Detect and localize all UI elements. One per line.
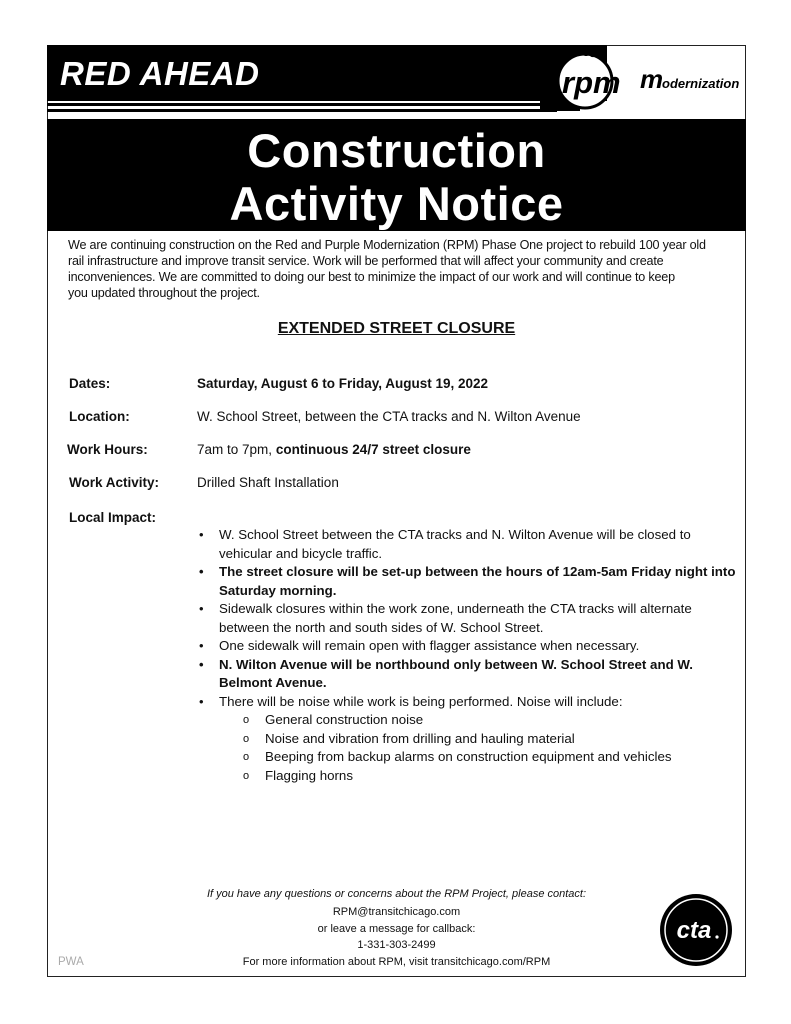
contact-phone: 1-331-303-2499 [357, 939, 436, 951]
list-item [219, 526, 764, 563]
impact-text: • Sidewalk closures within the work zone, underneath the CTA tracks will alternate [219, 601, 692, 616]
impact-text: • N. Wilton Avenue will be northbound only between W. School Street and W. [219, 656, 693, 672]
impact-text: • There will be noise while work is being performed. Noise will include: [219, 693, 623, 709]
header-stripe-2 [47, 109, 557, 112]
notice-heading: EXTENDED STREET CLOSURE [277, 320, 516, 337]
footer-tag: PWA [58, 956, 84, 968]
list-item [219, 637, 764, 656]
svg-text:m: m [640, 64, 664, 94]
impact-list [197, 526, 764, 785]
contact-email[interactable]: RPM@transitchicago.com [332, 906, 461, 918]
noise-item: o General construction noise [265, 711, 764, 730]
work-hours-closure: continuous 24/7 street closure [275, 442, 471, 457]
contact-callback: or leave a message for callback: [317, 923, 476, 935]
work-hours-time: 7am to 7pm, [197, 442, 273, 457]
rpm-modernization-logo [540, 45, 740, 115]
dates-label: Dates: [69, 376, 111, 391]
intro-paragraph [68, 237, 728, 301]
list-item [219, 600, 764, 637]
dates-value: Saturday, August 6 to Friday, August 19, 2022 [197, 376, 489, 391]
work-activity-label: Work Activity: [69, 475, 160, 490]
impact-text: vehicular and bicycle traffic. [219, 545, 383, 561]
work-hours-value [197, 442, 471, 457]
impact-text: • W. School Street between the CTA tracks and N. Wilton Avenue will be closed to [219, 527, 691, 542]
cta-logo-text: cta [676, 917, 712, 944]
list-item [219, 693, 764, 786]
list-item [219, 656, 764, 693]
brand-title: RED AHEAD [60, 55, 260, 92]
rpm-logo-suffix: odernization [662, 76, 740, 91]
location-label: Location: [69, 409, 130, 424]
intro-line: We are continuing construction on the Red and Purple Modernization (RPM) Phase One project to rebuild 100 year old [68, 238, 706, 252]
contact-question: If you have any questions or concerns about the RPM Project, please contact: [206, 888, 587, 900]
cta-logo [659, 893, 733, 967]
impact-text: • The street closure will be set-up between the hours of 12am-5am Friday night into [219, 564, 736, 579]
title-line-2: Activity Notice [229, 177, 564, 230]
location-value: W. School Street, between the CTA tracks and N. Wilton Avenue [197, 409, 581, 424]
noise-item: o Flagging horns [265, 767, 764, 786]
impact-text: • One sidewalk will remain open with flagger assistance when necessary. [219, 638, 640, 653]
impact-text: between the north and south sides of W. School Street. [219, 619, 544, 635]
noise-item: o Beeping from backup alarms on construction equipment and vehicles [265, 748, 764, 767]
work-hours-label: Work Hours: [67, 442, 148, 457]
list-item [219, 563, 764, 600]
more-info-link[interactable]: For more information about RPM, visit transitchicago.com/RPM [242, 956, 551, 968]
local-impact-label: Local Impact: [69, 510, 157, 525]
noise-list [219, 711, 764, 785]
noise-item: o Noise and vibration from drilling and hauling material [265, 730, 764, 749]
title-line-1: Construction [247, 124, 546, 177]
intro-line: rail infrastructure and improve transit service. Work will be performed that will affect your community and create [68, 254, 664, 268]
intro-line: you updated throughout the project. [68, 286, 260, 300]
work-activity-value: Drilled Shaft Installation [197, 475, 339, 490]
impact-text: Belmont Avenue. [219, 675, 327, 690]
rpm-logo-text: rpm [562, 65, 621, 100]
header-stripe [47, 103, 552, 106]
impact-text: Saturday morning. [219, 582, 337, 598]
intro-line: inconveniences. We are committed to doing our best to minimize the impact of our work and will continue to keep [68, 270, 675, 284]
